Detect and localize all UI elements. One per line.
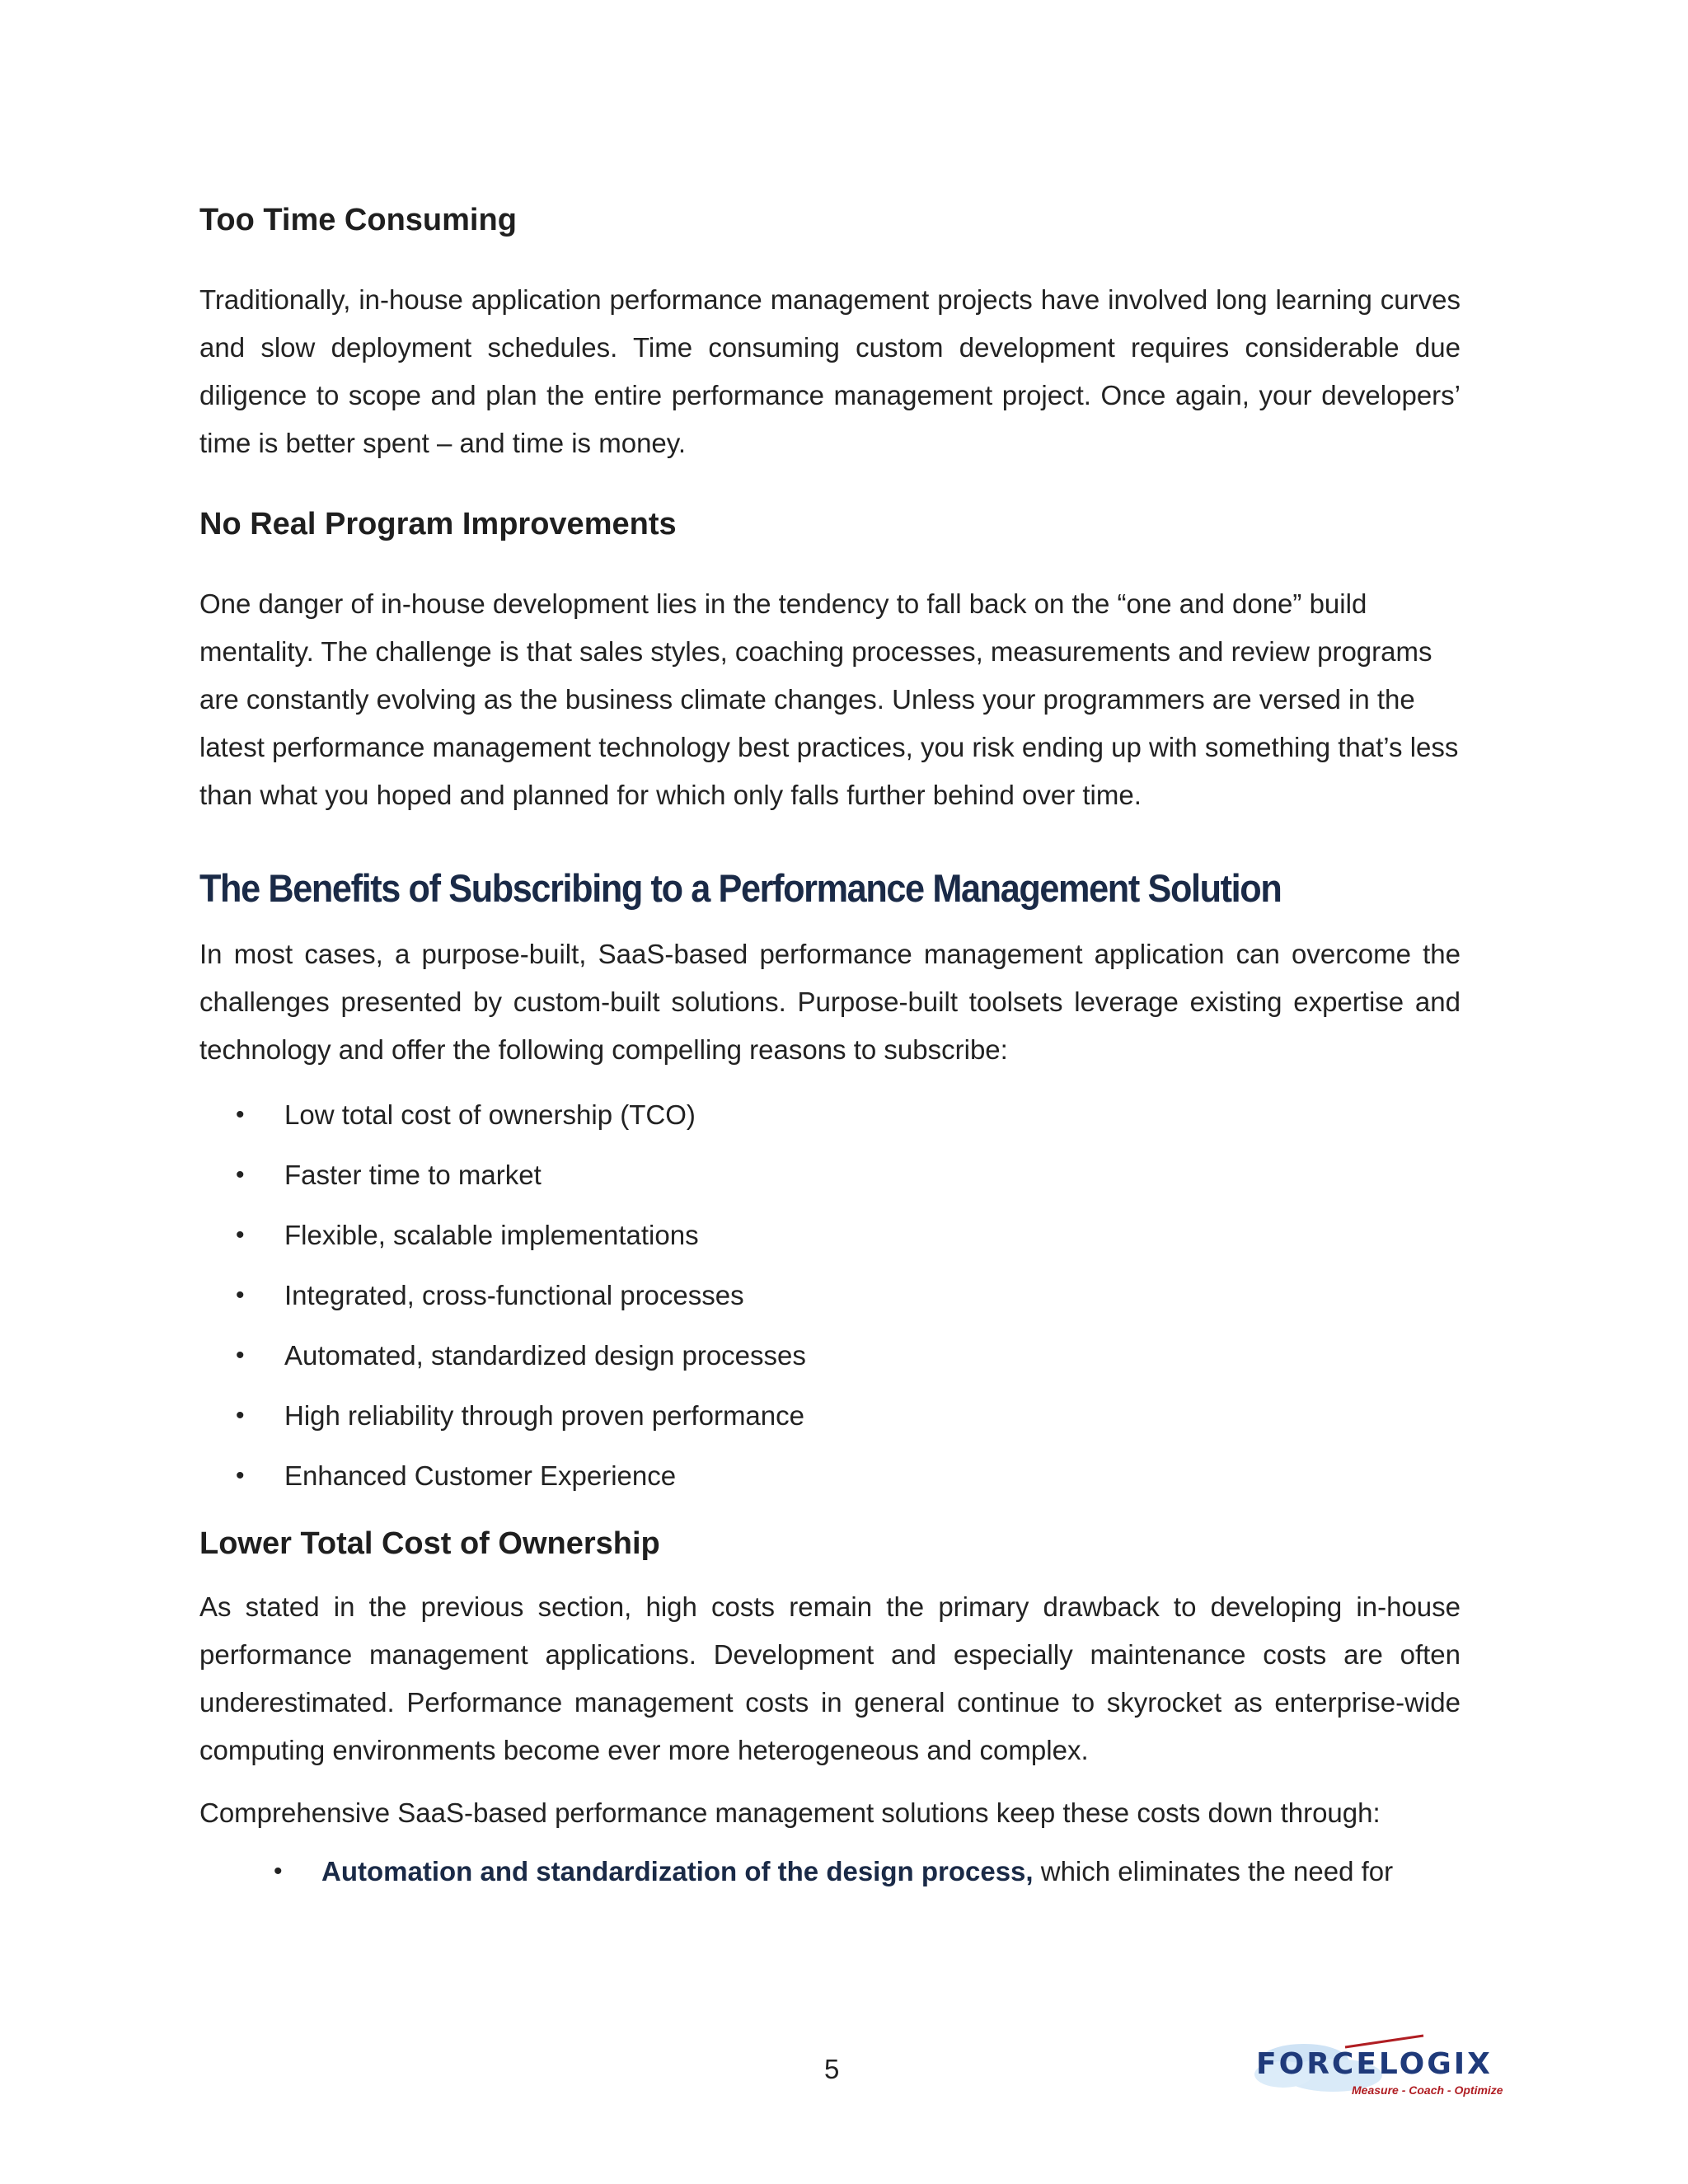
- logo-tagline: Measure - Coach - Optimize: [1352, 2083, 1503, 2097]
- list-item: [199, 1855, 1461, 1888]
- page-number: 5: [824, 2054, 840, 2084]
- heading-too-time-consuming: Too Time Consuming: [199, 203, 517, 237]
- bullet-icon: •: [236, 1101, 245, 1128]
- bullet-icon: •: [274, 1858, 283, 1885]
- benefits-list: [199, 1099, 1461, 1520]
- bullet-icon: •: [236, 1462, 245, 1489]
- bullet-icon: •: [236, 1282, 245, 1309]
- list-item: • Integrated, cross-functional processes: [236, 1280, 744, 1310]
- bullet-icon: •: [236, 1342, 245, 1369]
- list-item: • Enhanced Customer Experience: [236, 1460, 677, 1491]
- heading-lower-total-cost: Lower Total Cost of Ownership: [199, 1526, 660, 1561]
- forcelogix-logo: [1246, 2029, 1518, 2103]
- paragraph-cost-reduction-intro: Comprehensive SaaS-based performance management solutions keep these costs down through:: [199, 1797, 1381, 1828]
- page-content: [199, 198, 1461, 1888]
- list-item: • Low total cost of ownership (TCO): [236, 1099, 696, 1130]
- list-item: • Automated, standardized design processes: [236, 1340, 806, 1371]
- bullet-bold-text: Automation and standardization of the design process,: [321, 1856, 1034, 1886]
- bullet-icon: •: [236, 1402, 245, 1429]
- heading-no-real-program-improvements: No Real Program Improvements: [199, 507, 677, 541]
- list-item: • Faster time to market: [236, 1160, 542, 1190]
- list-item: • High reliability through proven performance: [236, 1400, 804, 1431]
- bullet-icon: •: [236, 1221, 245, 1249]
- paragraph-lower-total-cost: As stated in the previous section, high costs remain the primary drawback to developing in-house performance management applications. Development and especially maintenance costs are often underestimated. Performance management costs in general continue to skyrocket as enterprise-wide computing environments become ever more heterogeneous and complex.: [199, 1591, 1461, 1765]
- paragraph-benefits-intro: In most cases, a purpose-built, SaaS-based performance management application can overcome the challenges presented by custom-built solutions. Purpose-built toolsets leverage existing expertise and technology and offer the following compelling reasons to subscribe:: [199, 939, 1461, 1065]
- paragraph-too-time-consuming: Traditionally, in-house application performance management projects have involved long learning curves and slow deployment schedules. Time consuming custom development requires considerable due diligence to scope and plan the entire performance management project. Once again, your developers’ time is better spent – and time is money.: [199, 284, 1461, 458]
- list-item: • Flexible, scalable implementations: [236, 1220, 699, 1250]
- heading-benefits-of-subscribing: The Benefits of Subscribing to a Performance Management Solution: [199, 866, 1282, 910]
- bullet-icon: •: [236, 1161, 245, 1188]
- logo-wordmark: FORCELOGIX: [1256, 2047, 1493, 2081]
- paragraph-no-real-program-improvements: One danger of in-house development lies in the tendency to fall back on the “one and done” build mentality. The challenge is that sales styles, coaching processes, measurements and review programs are constantly evolving as the business climate changes. Unless your programmers are versed in the latest performance management technology best practices, you risk ending up with something that’s less than what you hoped and planned for which only falls further behind over time.: [199, 588, 1459, 810]
- bullet-text: which eliminates the need for: [1033, 1856, 1394, 1886]
